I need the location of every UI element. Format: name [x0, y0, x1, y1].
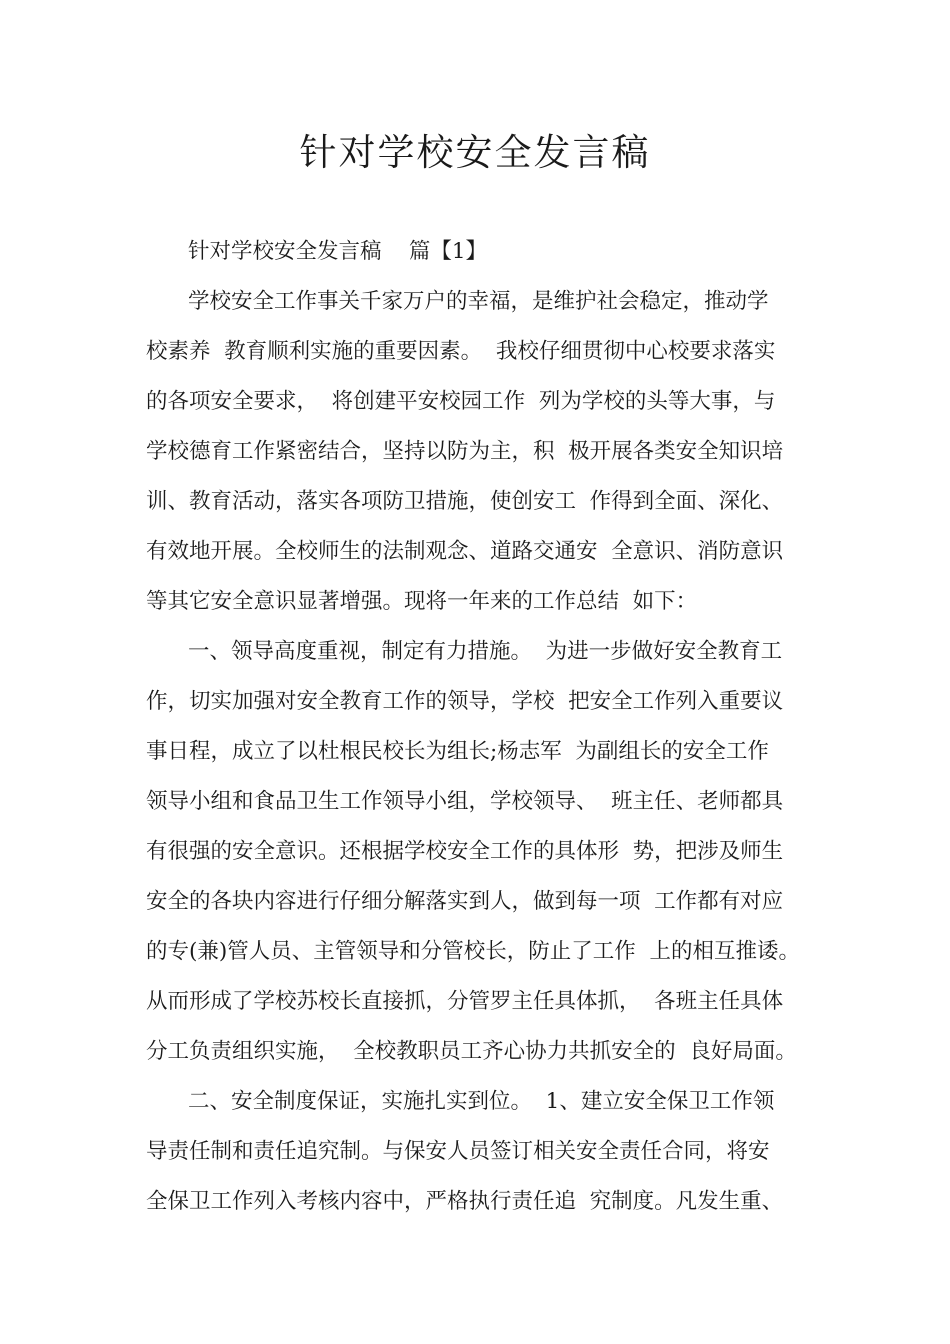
paragraph-line: 全保卫工作列入考核内容中，严格执行责任追 究制度。凡发生重、 — [146, 1189, 784, 1214]
paragraph-line: 有效地开展。全校师生的法制观念、道路交通安 全意识、消防意识 — [146, 539, 784, 564]
paragraph-line: 事日程，成立了以杜根民校长为组长;杨志军 为副组长的安全工作 — [146, 739, 769, 764]
paragraph-line: 有很强的安全意识。还根据学校安全工作的具体形 势，把涉及师生 — [146, 839, 784, 864]
paragraph-line: 等其它安全意识显著增强。现将一年来的工作总结 如下： — [146, 589, 698, 614]
document-title: 针对学校安全发言稿 — [299, 131, 651, 174]
paragraph-line: 作，切实加强对安全教育工作的领导，学校 把安全工作列入重要议 — [146, 689, 784, 714]
paragraph-line: 的专(兼)管人员、主管领导和分管校长，防止了工作 上的相互推诿。 — [146, 939, 800, 964]
paragraph-line: 导责任制和责任追究制。与保安人员签订相关安全责任合同，将安 — [146, 1139, 770, 1164]
paragraph-line: 学校德育工作紧密结合，坚持以防为主，积 极开展各类安全知识培 — [146, 439, 784, 464]
paragraph-line: 分工负责组织实施， 全校教职员工齐心协力共抓安全的 良好局面。 — [146, 1039, 797, 1064]
paragraph-line: 学校安全工作事关千家万户的幸福，是维护社会稳定，推动学 — [188, 289, 769, 314]
paragraph-line: 校素养 教育顺利实施的重要因素。 我校仔细贯彻中心校要求落实 — [146, 339, 776, 364]
paragraph-line: 训、教育活动，落实各项防卫措施，使创安工 作得到全面、深化、 — [146, 489, 784, 514]
paragraph-line: 二、安全制度保证，实施扎实到位。 1、建立安全保卫工作领 — [188, 1089, 775, 1114]
paragraph-line: 从而形成了学校苏校长直接抓，分管罗主任具体抓， 各班主任具体 — [146, 989, 784, 1014]
paragraph-line: 一、领导高度重视，制定有力措施。 为进一步做好安全教育工 — [188, 639, 783, 664]
paragraph-line: 安全的各块内容进行仔细分解落实到人，做到每一项 工作都有对应 — [146, 889, 784, 914]
section-heading: 针对学校安全发言稿 篇【1】 — [188, 239, 488, 264]
paragraph-line: 领导小组和食品卫生工作领导小组，学校领导、 班主任、老师都具 — [146, 789, 784, 814]
paragraph-line: 的各项安全要求， 将创建平安校园工作 列为学校的头等大事，与 — [146, 389, 776, 414]
